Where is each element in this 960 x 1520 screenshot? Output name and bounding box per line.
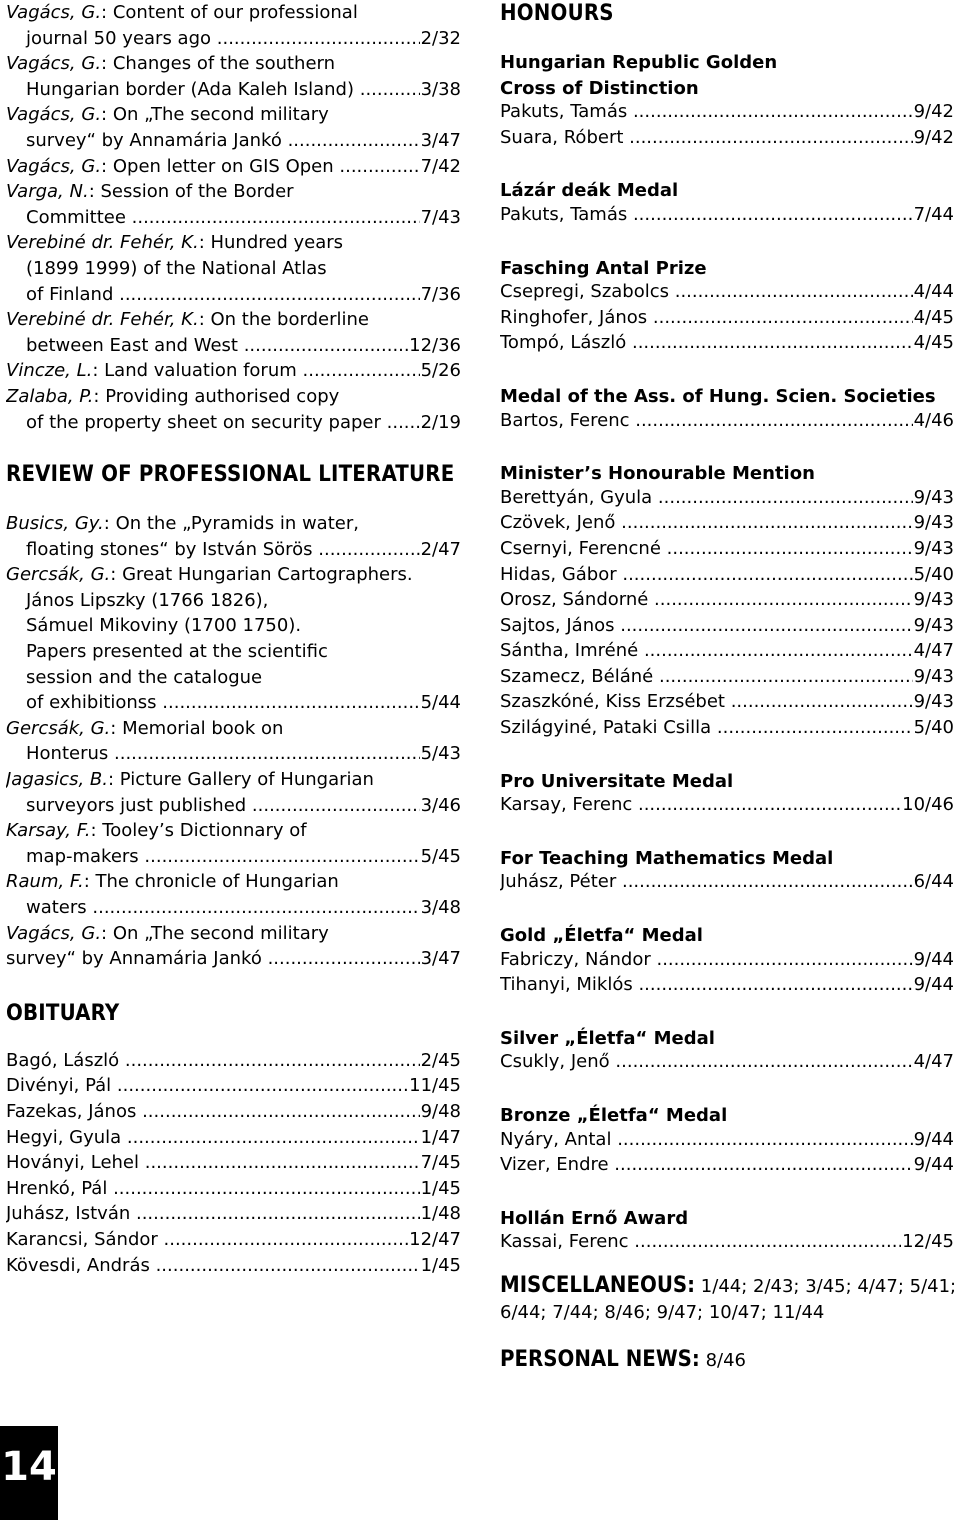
- award-recipient: [500, 615, 954, 641]
- entry-colon: :: [93, 385, 106, 407]
- entry-title-text: Sámuel Mikoviny (1700 1750).: [26, 615, 302, 637]
- entry-line: [6, 179, 461, 205]
- recipient-name: Vizer, Endre .....: [500, 1154, 954, 1175]
- recipient-name: Fabriczy, Nándor .....: [500, 949, 954, 970]
- obituary-name: Hoványi, Lehel .....: [6, 1152, 461, 1173]
- recipient-page-ref: 4/45: [913, 306, 954, 328]
- award-title: Medal of the Ass. of Hung. Scien. Societies: [500, 385, 936, 407]
- recipient-page-ref: 9/43: [913, 691, 954, 713]
- entry-line: [6, 716, 461, 742]
- entry-author: Jagasics, B.: [6, 769, 108, 791]
- entry-author: Vagács, G.: [6, 922, 102, 944]
- entry-author: Vagács, G.: [6, 104, 102, 126]
- entry-line: [6, 410, 461, 436]
- entry-colon: :: [110, 717, 123, 739]
- entry-page-ref: 3/48: [420, 895, 461, 921]
- obituary-page-ref: 9/48: [420, 1100, 461, 1122]
- entry-line: [6, 205, 461, 231]
- entry-author: Karsay, F.: [6, 820, 91, 842]
- entry-page-ref: 2/19: [420, 410, 461, 436]
- entry-colon: :: [101, 2, 113, 23]
- award-title: For Teaching Mathematics Medal: [500, 847, 834, 869]
- index-entry: [6, 511, 461, 562]
- entry-line: [6, 767, 461, 793]
- award-title: Bronze „Életfa“ Medal: [500, 1105, 728, 1126]
- entry-title-text: survey“ by Annamária Jankó .....: [26, 130, 461, 151]
- entry-title-text: session and the catalogue: [26, 666, 263, 688]
- recipient-name: Sántha, Imréné .....: [500, 640, 954, 661]
- entry-line: [6, 921, 461, 947]
- recipient-name: Szamecz, Béláné .....: [500, 666, 954, 687]
- recipient-page-ref: 4/47: [913, 1051, 954, 1073]
- index-entry: [6, 384, 461, 435]
- entry-author: Vagács, G.: [6, 2, 102, 23]
- entry-line: [6, 256, 461, 282]
- index-entry: [6, 154, 461, 180]
- entry-line: [6, 384, 461, 410]
- award-recipient: [500, 127, 954, 153]
- obituary-page-ref: 12/47: [409, 1228, 461, 1250]
- entry-title-text: On the „Pyramids in water,: [115, 513, 359, 535]
- recipient-name: Orosz, Sándorné .....: [500, 589, 954, 610]
- award-title: Minister’s Honourable Mention: [500, 463, 815, 485]
- entry-colon: :: [92, 360, 105, 382]
- recipient-page-ref: 4/44: [913, 281, 954, 303]
- miscellaneous: [500, 1272, 957, 1325]
- entry-author: Busics, Gy.: [6, 513, 104, 535]
- page-number: 14: [1, 1444, 57, 1490]
- obituary-name: Karancsi, Sándor .....: [6, 1229, 461, 1250]
- entry-line: [6, 358, 461, 384]
- entry-page-ref: 3/38: [420, 77, 461, 103]
- entry-line: [6, 154, 461, 180]
- recipient-name: Csukly, Jenő .....: [500, 1051, 954, 1072]
- entry-colon: :: [103, 513, 116, 535]
- index-entry: [6, 767, 461, 818]
- recipient-page-ref: 5/40: [913, 717, 954, 739]
- award-recipient: [500, 794, 954, 820]
- index-entry: [6, 869, 461, 920]
- award-recipient: [500, 281, 954, 307]
- entry-title-text: of Finland .....: [26, 284, 461, 305]
- personal-news-label: PERSONAL NEWS:: [500, 1347, 700, 1373]
- index-entry: [6, 0, 461, 51]
- review-entries: [6, 511, 461, 972]
- entry-author: Verebiné dr. Fehér, K.: [6, 309, 199, 331]
- entry-author: Gercsák, G.: [6, 717, 111, 739]
- entry-colon: :: [83, 871, 96, 893]
- obituary-page-ref: 1/47: [420, 1126, 461, 1148]
- entry-line: [6, 946, 461, 972]
- entry-line: [6, 282, 461, 308]
- award-recipient: [500, 564, 954, 590]
- entry-line: [6, 102, 461, 128]
- entry-line: [6, 818, 461, 844]
- entry-title-text: Open letter on GIS Open .....: [113, 156, 461, 177]
- entry-colon: :: [107, 769, 120, 791]
- recipient-page-ref: 6/44: [913, 871, 954, 893]
- recipient-page-ref: 9/43: [913, 512, 954, 534]
- entry-title-text: Hundred years: [210, 232, 344, 254]
- obituary-item: [6, 1178, 461, 1204]
- obituary-page-ref: 1/45: [420, 1254, 461, 1276]
- award-title: Hungarian Republic Golden: [500, 52, 778, 73]
- entry-line: [6, 844, 461, 870]
- recipient-name: Kassai, Ferenc .....: [500, 1231, 954, 1252]
- miscellaneous-label: MISCELLANEOUS:: [500, 1272, 696, 1298]
- recipient-page-ref: 12/45: [902, 1231, 954, 1253]
- obituary-page-ref: 2/45: [420, 1049, 461, 1071]
- award-recipient: [500, 871, 954, 897]
- entry-page-ref: 3/46: [420, 793, 461, 819]
- recipient-name: Karsay, Ferenc .....: [500, 794, 954, 815]
- entry-author: Vincze, L.: [6, 360, 93, 382]
- entry-page-ref: 2/32: [420, 26, 461, 52]
- award-recipient: [500, 204, 954, 230]
- award-recipient: [500, 640, 954, 666]
- recipient-page-ref: 9/44: [913, 1154, 954, 1176]
- entry-title-text: On „The second military: [112, 922, 329, 944]
- obituary-page-ref: 11/45: [409, 1075, 461, 1097]
- obituary-page-ref: 1/48: [420, 1203, 461, 1225]
- entry-author: Vagács, G.: [6, 53, 102, 75]
- recipient-page-ref: 7/44: [913, 203, 954, 225]
- obituary-page-ref: 7/45: [420, 1152, 461, 1174]
- award-recipient: [500, 1051, 954, 1077]
- recipient-name: Suara, Róbert .....: [500, 127, 954, 148]
- entry-title-text: survey“ by Annamária Jankó .....: [6, 948, 461, 969]
- recipient-page-ref: 4/47: [913, 640, 954, 662]
- entry-page-ref: 5/44: [420, 690, 461, 716]
- recipient-page-ref: 9/43: [913, 537, 954, 559]
- recipient-page-ref: 4/45: [913, 332, 954, 354]
- recipient-name: Csernyi, Ferencné .....: [500, 538, 954, 559]
- entry-page-ref: 12/36: [408, 333, 461, 359]
- entry-page-ref: 7/43: [420, 205, 461, 231]
- entry-colon: :: [198, 309, 211, 331]
- obituary-page-ref: 1/45: [420, 1177, 461, 1199]
- award-title: Fasching Antal Prize: [500, 257, 707, 279]
- entry-title-text: On the borderline: [210, 309, 369, 331]
- recipient-name: Nyáry, Antal .....: [500, 1129, 954, 1150]
- section-title-obituary: OBITUARY: [6, 1000, 120, 1026]
- entry-author: Zalaba, P.: [6, 385, 94, 407]
- entry-page-ref: 5/45: [420, 844, 461, 870]
- award-recipient: [500, 332, 954, 358]
- entry-colon: :: [101, 922, 113, 944]
- award-group: [500, 846, 954, 897]
- entry-line: [6, 869, 461, 895]
- award-recipient: [500, 589, 954, 615]
- recipient-name: Bartos, Ferenc .....: [500, 410, 954, 431]
- obituary-item: [6, 1075, 461, 1101]
- recipient-name: Pakuts, Tamás .....: [500, 101, 954, 122]
- entry-title-text: of the property sheet on security paper .....: [26, 412, 461, 433]
- award-recipient: [500, 691, 954, 717]
- recipient-name: Czövek, Jenő .....: [500, 512, 954, 533]
- left-column: [6, 0, 461, 1280]
- entry-page-ref: 3/47: [420, 946, 461, 972]
- entry-page-ref: 3/47: [420, 128, 461, 154]
- entry-title-text: Providing authorised copy: [105, 385, 340, 407]
- entry-title-text: Papers presented at the scientific: [26, 641, 328, 663]
- miscellaneous-line1: 1/44; 2/43; 3/45; 4/47; 5/41;: [700, 1275, 957, 1297]
- recipient-name: Szilágyiné, Pataki Csilla .....: [500, 717, 954, 738]
- index-entry: [6, 818, 461, 869]
- index-entry: [6, 562, 461, 716]
- entry-author: Vagács, G.: [6, 155, 102, 177]
- recipient-name: Juhász, Péter .....: [500, 871, 954, 892]
- recipient-page-ref: 9/44: [913, 948, 954, 970]
- entry-colon: :: [101, 104, 113, 126]
- recipient-name: Sajtos, János .....: [500, 615, 954, 636]
- award-recipient: [500, 1154, 954, 1180]
- award-title: Gold „Életfa“ Medal: [500, 925, 703, 947]
- entry-title-text: surveyors just published .....: [26, 795, 461, 816]
- recipient-name: Szaszkóné, Kiss Erzsébet .....: [500, 691, 954, 712]
- obituary-item: [6, 1152, 461, 1178]
- entry-title-text: waters .....: [26, 897, 461, 918]
- entry-line: [6, 333, 461, 359]
- award-title: Hollán Ernő Award: [500, 1207, 689, 1229]
- entry-page-ref: 7/42: [420, 154, 461, 180]
- obituary-item: [6, 1229, 461, 1255]
- index-entry: [6, 307, 461, 358]
- award-group: [500, 256, 954, 358]
- recipient-page-ref: 9/43: [913, 589, 954, 611]
- obituary-name: Hrenkó, Pál .....: [6, 1178, 461, 1199]
- recipient-name: Berettyán, Gyula .....: [500, 487, 954, 508]
- entry-author: Verebiné dr. Fehér, K.: [6, 232, 199, 254]
- obituary-name: Fazekas, János .....: [6, 1101, 461, 1122]
- recipient-page-ref: 5/40: [913, 563, 954, 585]
- award-group: [500, 384, 954, 435]
- recipient-page-ref: 9/43: [913, 614, 954, 636]
- entry-title-text: On „The second military: [112, 104, 329, 126]
- recipient-name: Ringhofer, János .....: [500, 307, 954, 328]
- entry-line: [6, 793, 461, 819]
- entry-line: [6, 128, 461, 154]
- entry-line: [6, 511, 461, 537]
- section-title-honours: HONOURS: [500, 1, 614, 26]
- personal-news-value: 8/46: [705, 1350, 746, 1372]
- entry-author: Gercsák, G.: [6, 564, 111, 586]
- award-title: Lázár deák Medal: [500, 180, 679, 202]
- award-title: Silver „Életfa“ Medal: [500, 1027, 715, 1049]
- right-column: [500, 0, 957, 1374]
- recipient-page-ref: 4/46: [913, 409, 954, 431]
- entry-line: [6, 537, 461, 563]
- entry-title-text: floating stones“ by István Sörös .....: [26, 539, 461, 560]
- index-entry: [6, 102, 461, 153]
- award-recipient: [500, 101, 954, 127]
- index-entry: [6, 921, 461, 972]
- recipient-page-ref: 9/43: [913, 665, 954, 687]
- recipient-name: Csepregi, Szabolcs .....: [500, 281, 954, 302]
- obituary-item: [6, 1203, 461, 1229]
- entry-title-text: Changes of the southern: [112, 53, 336, 75]
- entry-colon: :: [101, 53, 113, 75]
- award-recipient: [500, 487, 954, 513]
- personal-news: [500, 1347, 954, 1374]
- award-recipient: [500, 1129, 954, 1155]
- entry-author: Varga, N.: [6, 181, 89, 203]
- index-entry: [6, 230, 461, 307]
- entry-author: Raum, F.: [6, 871, 84, 893]
- entry-colon: :: [88, 181, 101, 203]
- entry-title-text: Picture Gallery of Hungarian: [119, 769, 374, 791]
- page-number-box: [0, 1426, 58, 1520]
- entry-title-text: Memorial book on: [122, 717, 284, 739]
- recipient-page-ref: 9/42: [913, 101, 954, 123]
- recipient-name: Hidas, Gábor .....: [500, 564, 954, 585]
- recipient-page-ref: 10/46: [902, 794, 954, 816]
- entry-title-text: The chronicle of Hungarian: [95, 871, 339, 893]
- entry-line: [6, 588, 461, 614]
- award-group: [500, 178, 954, 229]
- entry-title-text: of exhibitionss .....: [26, 692, 461, 713]
- entry-title-text: Land valuation forum .....: [104, 360, 461, 381]
- entry-line: [6, 741, 461, 767]
- index-entry: [6, 358, 461, 384]
- entry-colon: :: [90, 820, 103, 842]
- award-title: Pro Universitate Medal: [500, 770, 734, 792]
- entry-title-text: Committee .....: [26, 207, 461, 228]
- award-recipient: [500, 1231, 954, 1257]
- obituary-name: Bagó, László .....: [6, 1050, 461, 1071]
- obituary-name: Juhász, István .....: [6, 1203, 461, 1224]
- obituary-item: [6, 1255, 461, 1281]
- entry-title-text: journal 50 years ago .....: [26, 28, 461, 49]
- award-group: [500, 50, 954, 152]
- award-recipient: [500, 974, 954, 1000]
- entry-title-text: (1899 1999) of the National Atlas: [26, 257, 327, 279]
- award-group: [500, 923, 954, 1000]
- entry-title-text: Content of our professional: [112, 2, 358, 23]
- index-entry: [6, 51, 461, 102]
- entry-line: [6, 77, 461, 103]
- entry-line: [6, 562, 461, 588]
- index-entry: [6, 179, 461, 230]
- award-recipient: [500, 512, 954, 538]
- award-group: [500, 1103, 954, 1180]
- entry-title-text: Great Hungarian Cartographers.: [122, 564, 413, 586]
- entry-line: [6, 665, 461, 691]
- obituary-name: Kövesdi, András .....: [6, 1255, 461, 1276]
- entry-line: [6, 26, 461, 52]
- miscellaneous-line2: 6/44; 7/44; 8/46; 9/47; 10/47; 11/44: [500, 1301, 825, 1323]
- entry-colon: :: [198, 232, 211, 254]
- award-recipient: [500, 717, 954, 743]
- entry-line: [6, 307, 461, 333]
- entry-colon: :: [110, 564, 123, 586]
- entry-line: [6, 51, 461, 77]
- recipient-page-ref: 9/44: [913, 974, 954, 996]
- entry-page-ref: 5/26: [420, 358, 461, 384]
- recipient-page-ref: 9/43: [913, 486, 954, 508]
- recipient-name: Pakuts, Tamás .....: [500, 204, 954, 225]
- honours-awards: [500, 50, 954, 1257]
- obituary-item: [6, 1050, 461, 1076]
- entry-title-text: between East and West .....: [26, 335, 461, 356]
- award-group: [500, 769, 954, 820]
- section-title-review: REVIEW OF PROFESSIONAL LITERATURE: [6, 462, 455, 488]
- entry-page-ref: 2/47: [420, 537, 461, 563]
- entry-page-ref: 5/43: [420, 741, 461, 767]
- entry-title-text: Session of the Border: [100, 181, 294, 203]
- obituary-item: [6, 1127, 461, 1153]
- index-entry: [6, 716, 461, 767]
- award-group: [500, 1206, 954, 1257]
- entry-title-text: map-makers .....: [26, 846, 461, 867]
- award-group: [500, 461, 954, 743]
- obituary-name: Hegyi, Gyula .....: [6, 1127, 461, 1148]
- entry-title-text: Tooley’s Dictionnary of: [102, 820, 307, 842]
- recipient-name: Tompó, László .....: [500, 332, 954, 353]
- award-recipient: [500, 949, 954, 975]
- obituary-entries: [6, 1050, 461, 1280]
- entry-colon: :: [101, 155, 113, 177]
- recipient-page-ref: 9/44: [913, 1128, 954, 1150]
- obituary-name: Divényi, Pál .....: [6, 1075, 461, 1096]
- award-recipient: [500, 666, 954, 692]
- entry-line: [6, 230, 461, 256]
- recipient-page-ref: 9/42: [913, 126, 954, 148]
- entry-line: [6, 690, 461, 716]
- award-title: Cross of Distinction: [500, 77, 699, 99]
- award-recipient: [500, 307, 954, 333]
- obituary-item: [6, 1101, 461, 1127]
- award-group: [500, 1026, 954, 1077]
- entry-title-text: Hungarian border (Ada Kaleh Island) .....: [26, 79, 461, 100]
- entry-line: [6, 613, 461, 639]
- award-recipient: [500, 410, 954, 436]
- entry-line: [6, 0, 461, 26]
- entry-line: [6, 639, 461, 665]
- index-entries: [6, 0, 461, 435]
- entry-line: [6, 895, 461, 921]
- entry-title-text: János Lipszky (1766 1826),: [26, 589, 269, 611]
- recipient-name: Tihanyi, Miklós .....: [500, 974, 954, 995]
- entry-page-ref: 7/36: [420, 282, 461, 308]
- award-recipient: [500, 538, 954, 564]
- entry-title-text: Honterus .....: [26, 743, 461, 764]
